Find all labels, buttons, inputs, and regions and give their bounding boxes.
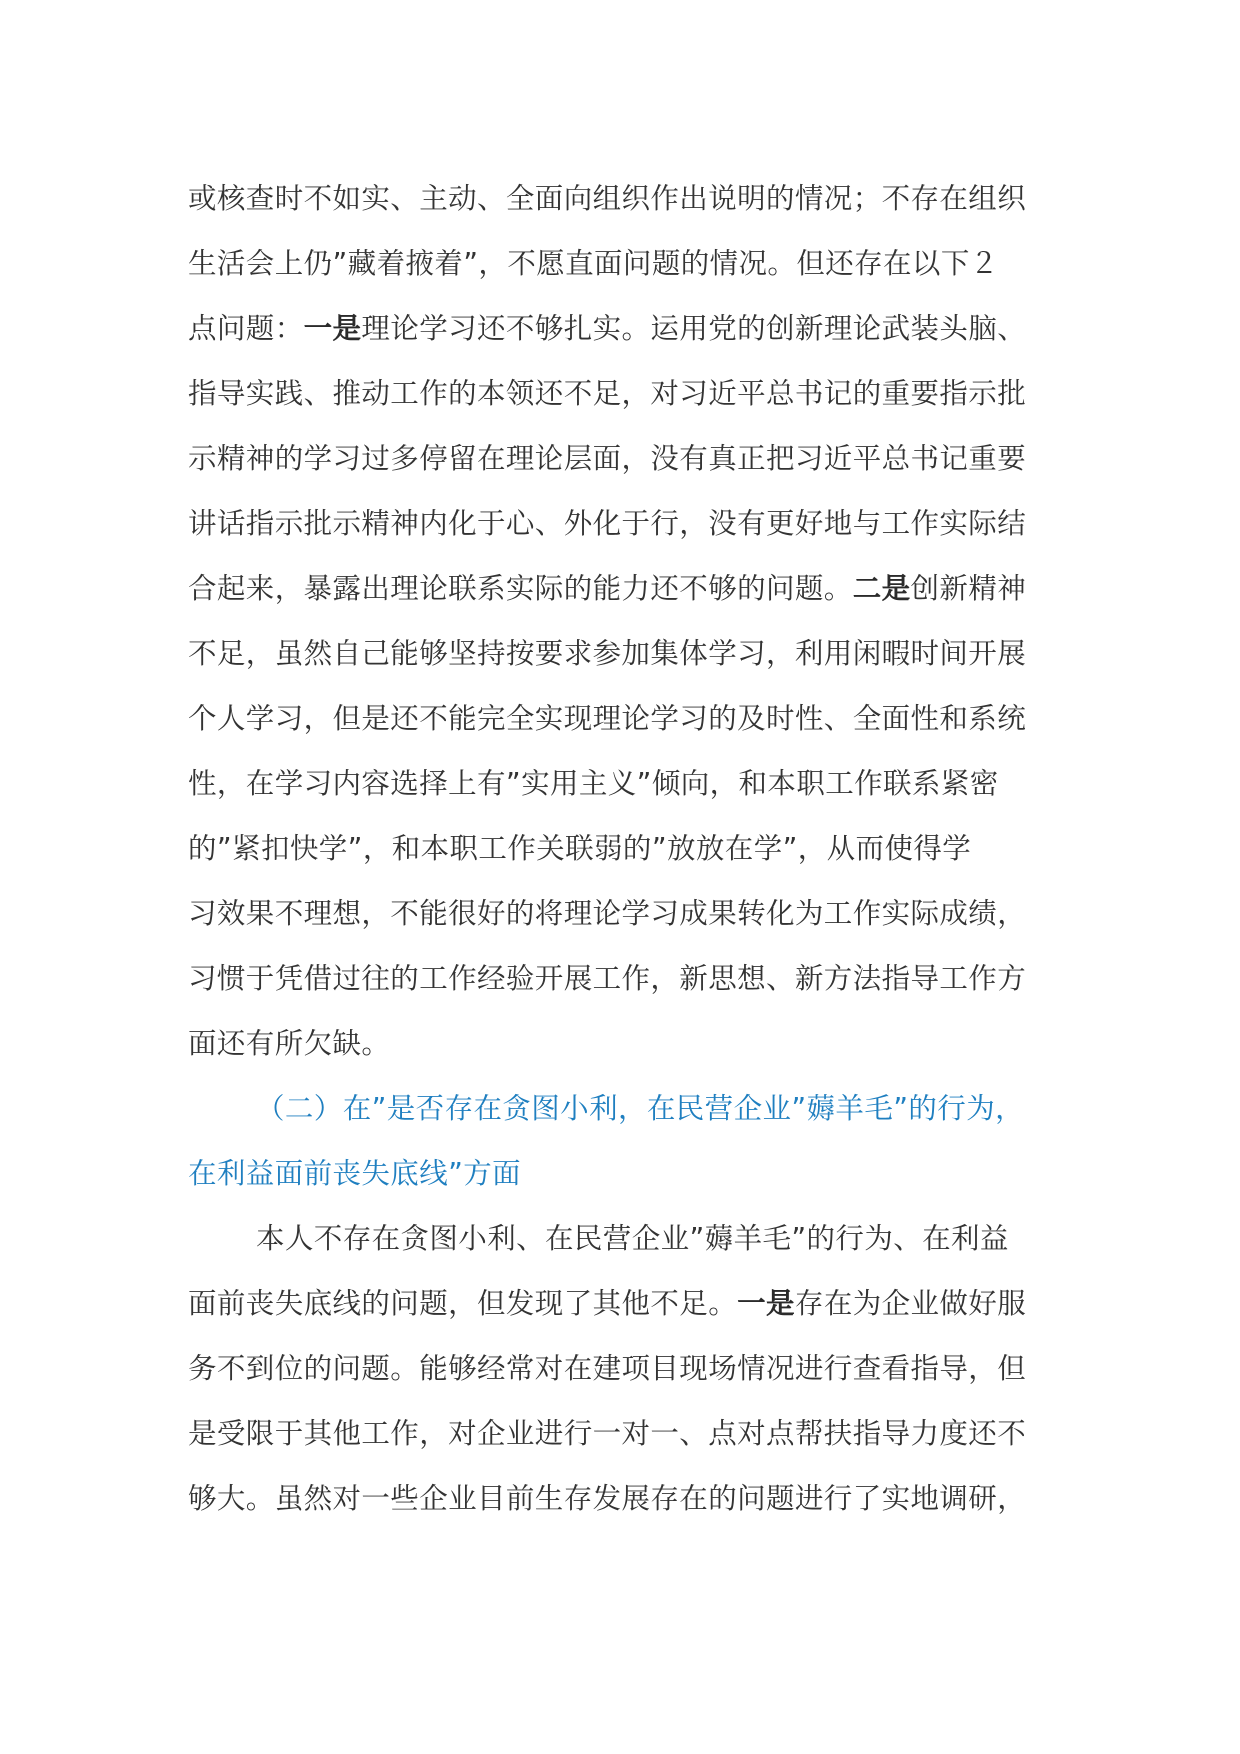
text-line [188, 881, 1068, 946]
heading-line: （二）在”是否存在贪图小利，在民营企业”薅羊毛”的行为， [256, 1092, 1024, 1125]
text-line [188, 1206, 1068, 1271]
text-segment: 点问题： [188, 312, 304, 345]
text-segment: 务不到位的问题。能够经常对在建项目现场情况进行查看指导，但 [188, 1352, 1027, 1385]
text-segment: 或核查时不如实、主动、全面向组织作出说明的情况；不存在组织 [188, 182, 1027, 215]
text-line [188, 816, 1068, 881]
bold-marker: 二是 [852, 572, 911, 605]
text-line [188, 231, 1068, 296]
text-segment: 是受限于其他工作，对企业进行一对一、点对点帮扶指导力度还不 [188, 1417, 1027, 1450]
text-line [188, 426, 1068, 491]
text-segment: 性，在学习内容选择上有”实用主义”倾向，和本职工作联系紧密 [188, 767, 999, 800]
text-line [188, 491, 1068, 556]
text-line [188, 1336, 1068, 1401]
text-line [188, 296, 1068, 361]
text-segment: 够大。虽然对一些企业目前生存发展存在的问题进行了实地调研， [188, 1482, 1027, 1515]
text-line [188, 1401, 1068, 1466]
paragraph-1 [188, 166, 1068, 1076]
text-line [188, 751, 1068, 816]
bold-marker: 一是 [737, 1287, 795, 1320]
text-segment: 生活会上仍”藏着掖着”，不愿直面问题的情况。但还存在以下２ [188, 247, 999, 280]
paragraph-2 [188, 1206, 1068, 1531]
text-line [188, 556, 1068, 621]
text-segment: 的”紧扣快学”，和本职工作关联弱的”放放在学”，从而使得学 [188, 832, 972, 865]
text-segment: 个人学习，但是还不能完全实现理论学习的及时性、全面性和系统 [188, 702, 1027, 735]
text-segment: 习惯于凭借过往的工作经验开展工作，新思想、新方法指导工作方 [188, 962, 1027, 995]
text-segment: 合起来，暴露出理论联系实际的能力还不够的问题。 [188, 572, 853, 605]
document-body [188, 166, 1068, 1531]
text-segment: 创新精神 [910, 572, 1027, 605]
text-line [188, 621, 1068, 686]
text-line [188, 166, 1068, 231]
text-segment: 示精神的学习过多停留在理论层面，没有真正把习近平总书记重要 [188, 442, 1027, 475]
text-segment: 习效果不理想，不能很好的将理论学习成果转化为工作实际成绩， [188, 897, 1027, 930]
text-segment: 理论学习还不够扎实。运用党的创新理论武装头脑、 [361, 312, 1027, 345]
text-line [188, 686, 1068, 751]
text-segment: 指导实践、推动工作的本领还不足，对习近平总书记的重要指示批 [188, 377, 1027, 410]
heading-line: 在利益面前丧失底线”方面 [188, 1157, 522, 1190]
text-line [188, 946, 1068, 1011]
text-line [188, 1271, 1068, 1336]
text-segment: 本人不存在贪图小利、在民营企业”薅羊毛”的行为、在利益 [256, 1222, 1009, 1255]
text-segment: 不足，虽然自己能够坚持按要求参加集体学习，利用闲暇时间开展 [188, 637, 1027, 670]
text-line [188, 361, 1068, 426]
text-line [188, 1011, 1068, 1076]
text-line [188, 1466, 1068, 1531]
bold-marker: 一是 [303, 312, 362, 345]
text-segment: 面还有所欠缺。 [188, 1027, 391, 1060]
text-segment: 存在为企业做好服 [794, 1287, 1027, 1320]
section-heading-2 [188, 1076, 1068, 1206]
text-segment: 面前丧失底线的问题，但发现了其他不足。 [188, 1287, 738, 1320]
text-segment: 讲话指示批示精神内化于心、外化于行，没有更好地与工作实际结 [188, 507, 1027, 540]
